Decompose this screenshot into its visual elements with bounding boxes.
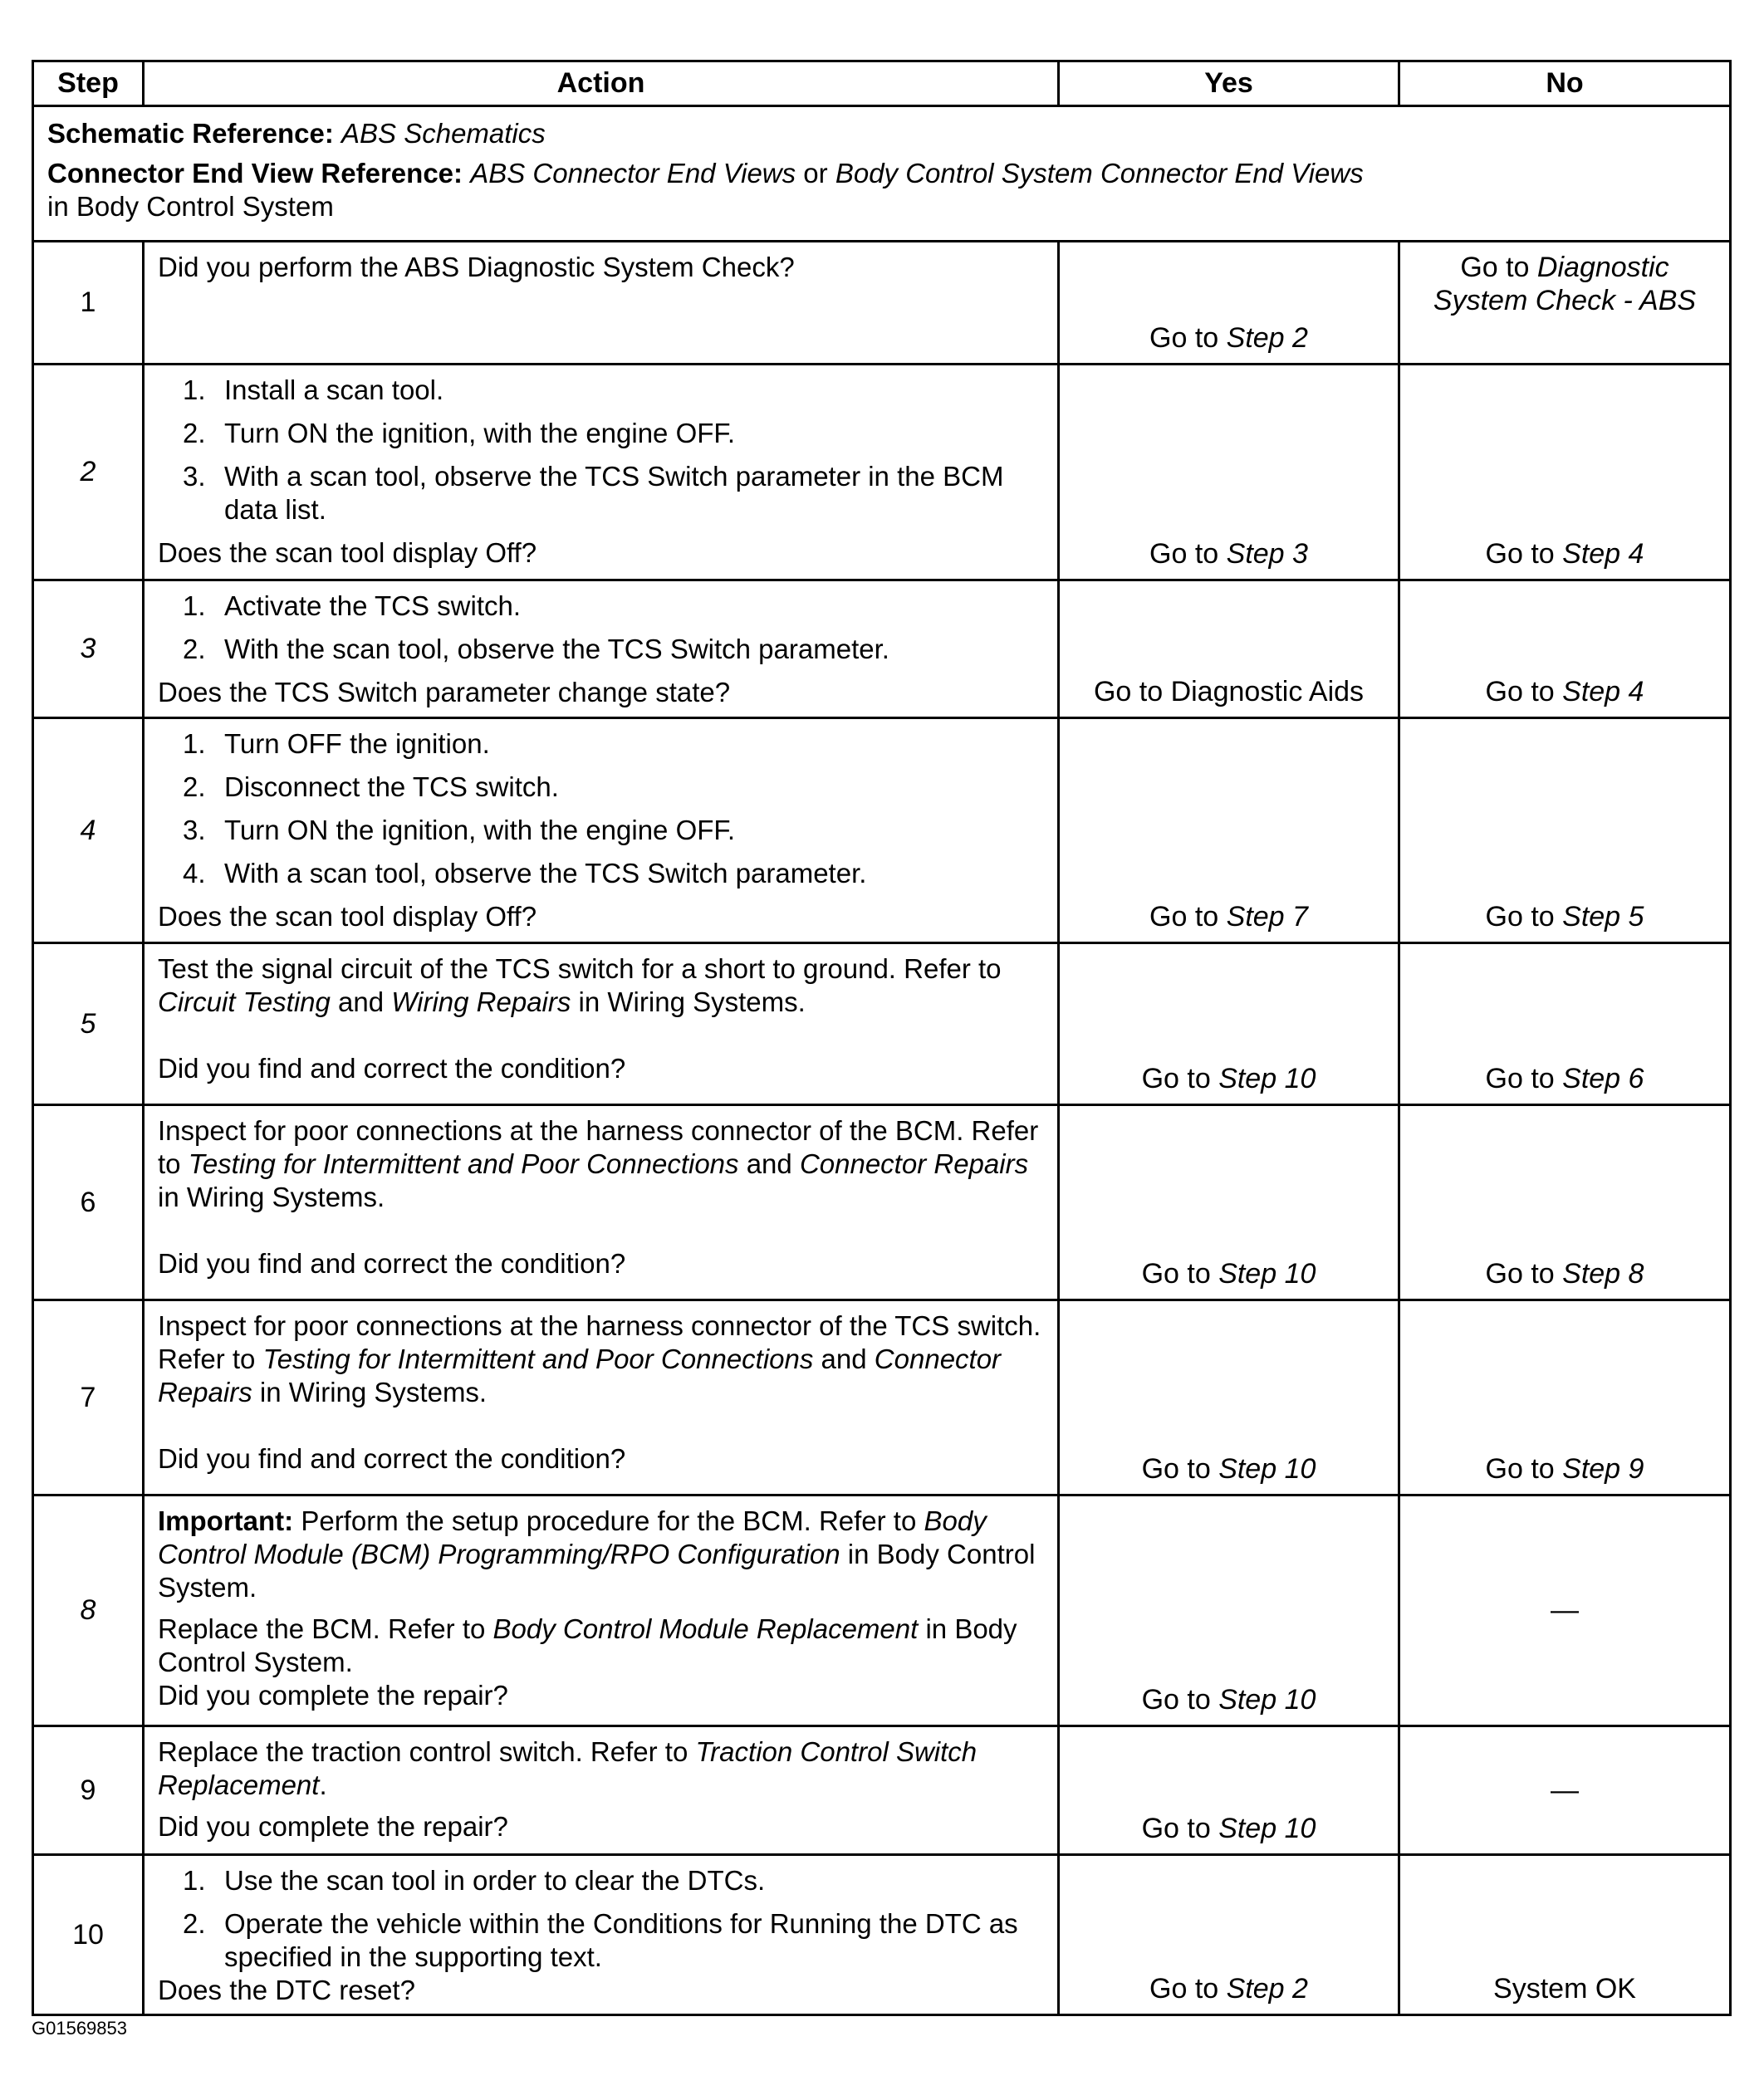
no-prefix: Go to [1485, 901, 1563, 933]
important-note [158, 1505, 1044, 1604]
instruction-list [158, 1864, 1044, 1974]
question: Does the scan tool display Off? [158, 901, 537, 932]
list-item: 3. Turn ON the ignition, with the engine OFF. [183, 815, 736, 845]
yes-link[interactable]: Step 3 [1226, 538, 1308, 570]
instruction-text [158, 952, 1044, 1019]
question: Does the scan tool display Off? [158, 537, 537, 568]
action-cell [144, 718, 1059, 943]
text-part: and [813, 1344, 875, 1374]
text-part: Inspect for poor connections at the harness connector of the BCM. Refer to [158, 1115, 1039, 1179]
connector-reference [47, 157, 1716, 223]
no-cell [1399, 1300, 1731, 1495]
yes-cell [1059, 1726, 1399, 1855]
list-item-text: Install a scan tool. [224, 374, 444, 405]
action-cell [144, 1495, 1059, 1726]
text-part: Test the signal circuit of the TCS switch for a short to ground. Refer to [158, 953, 1002, 984]
list-item-text: With a scan tool, observe the TCS Switch parameter in the BCM data list. [224, 461, 1004, 525]
instruction-list [158, 590, 1044, 666]
question: Did you find and correct the condition? [158, 1248, 626, 1279]
reference-cell [33, 106, 1731, 242]
no-link[interactable]: Step 8 [1562, 1258, 1644, 1290]
text-part: in Body Control System. [158, 1613, 1017, 1677]
reference-row [33, 106, 1731, 242]
question: Did you complete the repair? [158, 1811, 508, 1842]
step-number: 10 [33, 1855, 144, 2015]
schematic-link[interactable]: ABS Schematics [341, 118, 546, 149]
table-row [33, 1855, 1731, 2015]
list-item-text: With the scan tool, observe the TCS Switch parameter. [224, 634, 889, 664]
step-number: 6 [33, 1105, 144, 1300]
table-row [33, 1726, 1731, 1855]
instruction-text [158, 1114, 1044, 1214]
list-item: 1. Install a scan tool. [183, 374, 444, 405]
yes-prefix: Go to [1149, 901, 1227, 933]
action-cell [144, 365, 1059, 580]
list-item: 3. With a scan tool, observe the TCS Switch parameter in the BCM data list. [183, 461, 1004, 525]
header-yes: Yes [1059, 61, 1399, 106]
yes-link[interactable]: Step 2 [1226, 322, 1308, 354]
no-prefix: Go to [1485, 1063, 1563, 1094]
no-link[interactable]: Step 9 [1562, 1453, 1644, 1485]
doc-link[interactable]: Testing for Intermittent and Poor Connections [188, 1148, 739, 1179]
step-number: 8 [33, 1495, 144, 1726]
important-label: Important: [158, 1505, 294, 1536]
yes-link[interactable]: Step 10 [1218, 1684, 1316, 1716]
yes-cell [1059, 365, 1399, 580]
figure-id: G01569853 [32, 2018, 127, 2039]
action-cell [144, 1726, 1059, 1855]
text-part: in Wiring Systems. [158, 1182, 385, 1212]
text-part: and [330, 986, 392, 1017]
instruction-text [158, 1613, 1044, 1679]
doc-link[interactable]: Connector Repairs [158, 1344, 1002, 1407]
instruction-text [158, 1309, 1044, 1409]
no-cell [1399, 365, 1731, 580]
no-link[interactable]: Step 6 [1562, 1063, 1644, 1094]
list-item-text: Use the scan tool in order to clear the DTCs. [224, 1865, 766, 1896]
question: Did you complete the repair? [158, 1680, 508, 1711]
yes-cell [1059, 718, 1399, 943]
no-prefix: Go to [1485, 1258, 1563, 1290]
no-cell: — [1399, 1495, 1731, 1726]
step-number: 5 [33, 943, 144, 1105]
table-row [33, 1105, 1731, 1300]
action-cell [144, 580, 1059, 718]
yes-prefix: Go to [1149, 1973, 1227, 2005]
table-row [33, 1495, 1731, 1726]
no-link[interactable]: Step 5 [1562, 901, 1644, 933]
instruction-list [158, 727, 1044, 890]
list-item: 2. Turn ON the ignition, with the engine OFF. [183, 418, 736, 448]
yes-link[interactable]: Go to Diagnostic Aids [1093, 676, 1365, 707]
yes-link[interactable]: Step 10 [1218, 1453, 1316, 1485]
list-item: 1. Activate the TCS switch. [183, 590, 522, 621]
step-number: 7 [33, 1300, 144, 1495]
no-link[interactable]: Step 4 [1562, 538, 1644, 570]
question: Did you find and correct the condition? [158, 1053, 626, 1084]
list-item: 4. With a scan tool, observe the TCS Switch parameter. [183, 858, 867, 888]
doc-link[interactable]: Testing for Intermittent and Poor Connections [262, 1344, 814, 1374]
action-cell [144, 1300, 1059, 1495]
list-item-text: Turn ON the ignition, with the engine OFF. [224, 418, 736, 448]
list-item: 1. Turn OFF the ignition. [183, 728, 490, 759]
text-part: Perform the setup procedure for the BCM. Refer to [293, 1505, 924, 1536]
no-cell [1399, 943, 1731, 1105]
yes-link[interactable]: Step 10 [1218, 1813, 1316, 1844]
yes-cell [1059, 943, 1399, 1105]
question: Did you find and correct the condition? [158, 1443, 626, 1474]
doc-link[interactable]: Connector Repairs [799, 1148, 1029, 1179]
yes-cell [1059, 1495, 1399, 1726]
action-cell [144, 1105, 1059, 1300]
no-link[interactable]: Diagnostic [1536, 252, 1669, 283]
list-item-text: With a scan tool, observe the TCS Switch parameter. [224, 858, 867, 888]
text-part: and [738, 1148, 800, 1179]
text-part: . [319, 1770, 327, 1800]
no-cell: — [1399, 1726, 1731, 1855]
doc-link[interactable]: Body Control Module Replacement [492, 1613, 919, 1644]
schematic-reference [47, 117, 1716, 150]
doc-link[interactable]: Circuit Testing [158, 986, 331, 1017]
table-row [33, 1300, 1731, 1495]
doc-link[interactable]: Wiring Repairs [391, 986, 571, 1017]
action-cell [144, 242, 1059, 365]
no-prefix: Go to [1460, 252, 1537, 283]
header-no: No [1399, 61, 1731, 106]
yes-prefix: Go to [1141, 1684, 1219, 1716]
yes-cell [1059, 1105, 1399, 1300]
connector-label: Connector End View Reference: [47, 158, 463, 188]
yes-link[interactable]: Step 10 [1218, 1063, 1316, 1094]
action-cell [144, 943, 1059, 1105]
yes-prefix: Go to [1141, 1258, 1219, 1290]
connector-or: or [796, 158, 835, 188]
list-item-text: Disconnect the TCS switch. [224, 771, 559, 802]
list-item: 2. Disconnect the TCS switch. [183, 771, 559, 802]
step-number: 9 [33, 1726, 144, 1855]
yes-cell [1059, 1855, 1399, 2015]
question: Does the DTC reset? [158, 1975, 415, 2005]
header-step: Step [33, 61, 144, 106]
text-part: Replace the BCM. Refer to [158, 1613, 493, 1644]
list-item: 2. With the scan tool, observe the TCS Switch parameter. [183, 634, 889, 664]
action-cell [144, 1855, 1059, 2015]
instruction-text [158, 1735, 1044, 1802]
yes-cell [1059, 1300, 1399, 1495]
connector-link-bcs[interactable]: Body Control System Connector End Views [835, 158, 1364, 188]
yes-prefix: Go to [1141, 1813, 1219, 1844]
yes-link[interactable]: Step 2 [1226, 1973, 1308, 2005]
header-action: Action [144, 61, 1059, 106]
table-row [33, 718, 1731, 943]
yes-prefix: Go to [1141, 1063, 1219, 1094]
yes-prefix: Go to [1141, 1453, 1219, 1485]
no-cell [1399, 242, 1731, 365]
no-prefix: Go to [1485, 538, 1563, 570]
list-item-text: Turn OFF the ignition. [224, 728, 490, 759]
yes-link[interactable]: Step 10 [1218, 1258, 1316, 1290]
no-cell [1399, 718, 1731, 943]
no-cell [1399, 580, 1731, 718]
table-row [33, 580, 1731, 718]
doc-link[interactable]: Body Control Module (BCM) Programming/RPO Configuration [158, 1505, 987, 1569]
table-row [33, 242, 1731, 365]
step-number: 3 [33, 580, 144, 718]
doc-link[interactable]: Traction Control Switch Replacement [158, 1736, 978, 1800]
header-row [33, 61, 1731, 106]
question: Did you perform the ABS Diagnostic System Check? [158, 252, 795, 282]
no-prefix: Go to [1485, 1453, 1563, 1485]
text-part: in Wiring Systems. [571, 986, 806, 1017]
diagnostic-table [32, 60, 1732, 2016]
no-link-cont[interactable]: System Check - ABS [1433, 285, 1697, 316]
no-cell: System OK [1399, 1855, 1731, 2015]
text-part: in Wiring Systems. [252, 1377, 488, 1407]
no-cell [1399, 1105, 1731, 1300]
yes-cell [1059, 580, 1399, 718]
step-number: 2 [33, 365, 144, 580]
table-row [33, 365, 1731, 580]
text-part: Replace the traction control switch. Refer to [158, 1736, 696, 1767]
step-number: 1 [33, 242, 144, 365]
text-part: in Body Control System. [158, 1539, 1036, 1603]
list-item-text: Operate the vehicle within the Conditions for Running the DTC as specified in the supporting text. [224, 1908, 1018, 1972]
schematic-label: Schematic Reference: [47, 118, 334, 149]
list-item: 1. Use the scan tool in order to clear the DTCs. [183, 1865, 766, 1896]
connector-link-abs[interactable]: ABS Connector End Views [470, 158, 796, 188]
list-item-text: Activate the TCS switch. [224, 590, 522, 621]
table-row [33, 943, 1731, 1105]
yes-link[interactable]: Step 7 [1226, 901, 1308, 933]
connector-tail: in Body Control System [47, 191, 334, 222]
text-part: Inspect for poor connections at the harness connector of the TCS switch. Refer to [158, 1310, 1041, 1374]
list-item-text: Turn ON the ignition, with the engine OFF. [224, 815, 736, 845]
question: Does the TCS Switch parameter change state? [158, 677, 731, 707]
no-prefix: Go to [1485, 676, 1563, 707]
list-item: 2. Operate the vehicle within the Conditions for Running the DTC as specified in the supporting text. [183, 1908, 1018, 1972]
instruction-list [158, 374, 1044, 526]
yes-prefix: Go to [1149, 538, 1227, 570]
no-link[interactable]: Step 4 [1562, 676, 1644, 707]
step-number: 4 [33, 718, 144, 943]
yes-cell [1059, 242, 1399, 365]
yes-prefix: Go to [1149, 322, 1227, 354]
